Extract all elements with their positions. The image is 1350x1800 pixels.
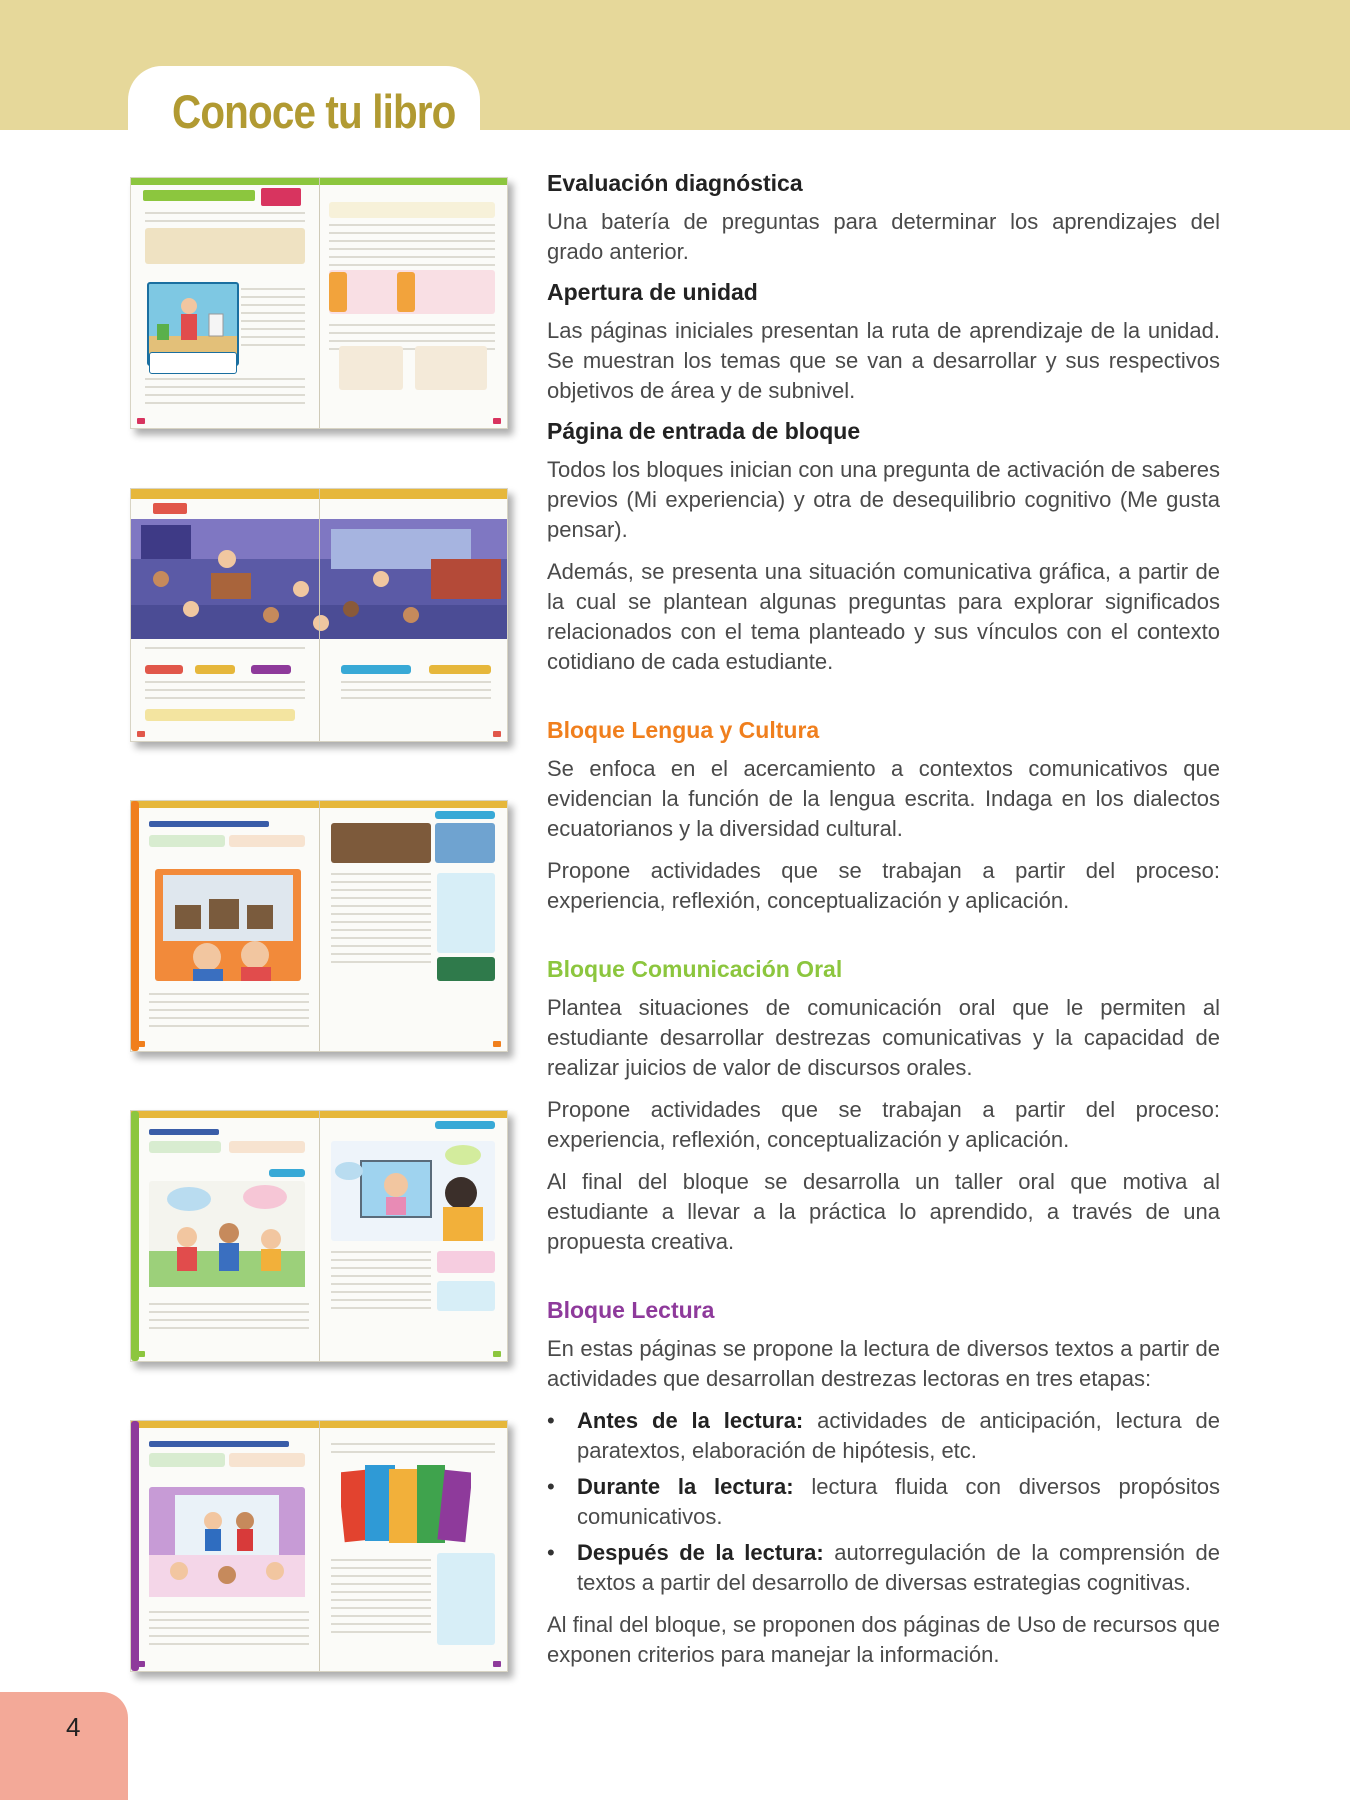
lectura-stages-list (547, 1406, 1220, 1598)
heading-bloque-lectura: Bloque Lectura (547, 1297, 715, 1323)
text-comunicacion-oral-2: Propone actividades que se trabajan a partir del proceso: experiencia, reflexión, conceptualización y aplicación. (547, 1097, 1220, 1152)
text-lengua-cultura-2: Propone actividades que se trabajan a partir del proceso: experiencia, reflexión, conceptualización y aplicación. (547, 858, 1220, 913)
content-column (547, 170, 1220, 1682)
list-item: • Durante la lectura: lectura fluida con diversos propósitos comunicativos. (547, 1472, 1220, 1532)
heading-evaluacion-diagnostica: Evaluación diagnóstica (547, 170, 803, 196)
thumbnail-illustration-videocall (331, 1141, 495, 1241)
text-comunicacion-oral-1: Plantea situaciones de comunicación oral que le permiten al estudiante desarrollar destrezas comunicativas y la capacidad de realizar juicios de valor de discursos orales. (547, 995, 1220, 1080)
thumbnail-comunicacion-oral (130, 1110, 508, 1362)
heading-bloque-lengua-cultura: Bloque Lengua y Cultura (547, 717, 820, 743)
thumbnail-illustration-comics (341, 1461, 471, 1547)
thumbnail-apertura-unidad (130, 488, 508, 742)
thumbnail-illustration-carabelas (155, 869, 301, 981)
list-item: • Antes de la lectura: actividades de anticipación, lectura de paratextos, elaboración de hipótesis, etc. (547, 1406, 1220, 1466)
list-item: • Después de la lectura: autorregulación de la comprensión de textos a partir del desarrollo de diversas estrategias cognitivas. (547, 1538, 1220, 1598)
thumbnail-lectura (130, 1420, 508, 1672)
thumbnail-illustration-heroes (149, 1487, 305, 1597)
text-apertura-unidad: Las páginas iniciales presentan la ruta de aprendizaje de la unidad. Se muestran los temas que se van a desarrollar y sus respectivos objetivos de área y de subnivel. (547, 318, 1220, 403)
heading-pagina-entrada: Página de entrada de bloque (547, 418, 861, 444)
page-number-tab (0, 1692, 128, 1800)
thumbnail-illustration-dialogue (149, 1181, 305, 1287)
text-lectura-intro: En estas páginas se propone la lectura de diversos textos a partir de actividades que desarrollan destrezas lectoras en tres etapas: (547, 1336, 1220, 1391)
thumbnail-lengua-cultura (130, 800, 508, 1052)
text-comunicacion-oral-3: Al final del bloque se desarrolla un taller oral que motiva al estudiante a llevar a la práctica lo aprendido, a través de una propuesta creativa. (547, 1169, 1220, 1254)
thumbnail-evaluacion-diagnostica (130, 177, 508, 429)
heading-bloque-comunicacion-oral: Bloque Comunicación Oral (547, 956, 843, 982)
text-lengua-cultura-1: Se enfoca en el acercamiento a contextos comunicativos que evidencian la función de la lengua escrita. Indaga en los dialectos ecuatorianos y la diversidad cultural. (547, 756, 1220, 841)
text-pagina-entrada-1: Todos los bloques inician con una pregunta de activación de saberes previos (Mi experiencia) y otra de desequilibrio cognitivo (Me gusta pensar). (547, 457, 1220, 542)
page-number: 4 (66, 1712, 81, 1742)
text-evaluacion-diagnostica: Una batería de preguntas para determinar los aprendizajes del grado anterior. (547, 209, 1220, 264)
heading-apertura-unidad: Apertura de unidad (547, 279, 758, 305)
text-pagina-entrada-2: Además, se presenta una situación comunicativa gráfica, a partir de la cual se plantean algunas preguntas para explorar significados relacionados con el tema planteado y sus vínculos con el contexto cotidiano de cada estudiante. (547, 559, 1220, 674)
page-title: Conoce tu libro (172, 85, 456, 138)
text-lectura-outro: Al final del bloque, se proponen dos páginas de Uso de recursos que exponen criterios para manejar la información. (547, 1612, 1220, 1667)
